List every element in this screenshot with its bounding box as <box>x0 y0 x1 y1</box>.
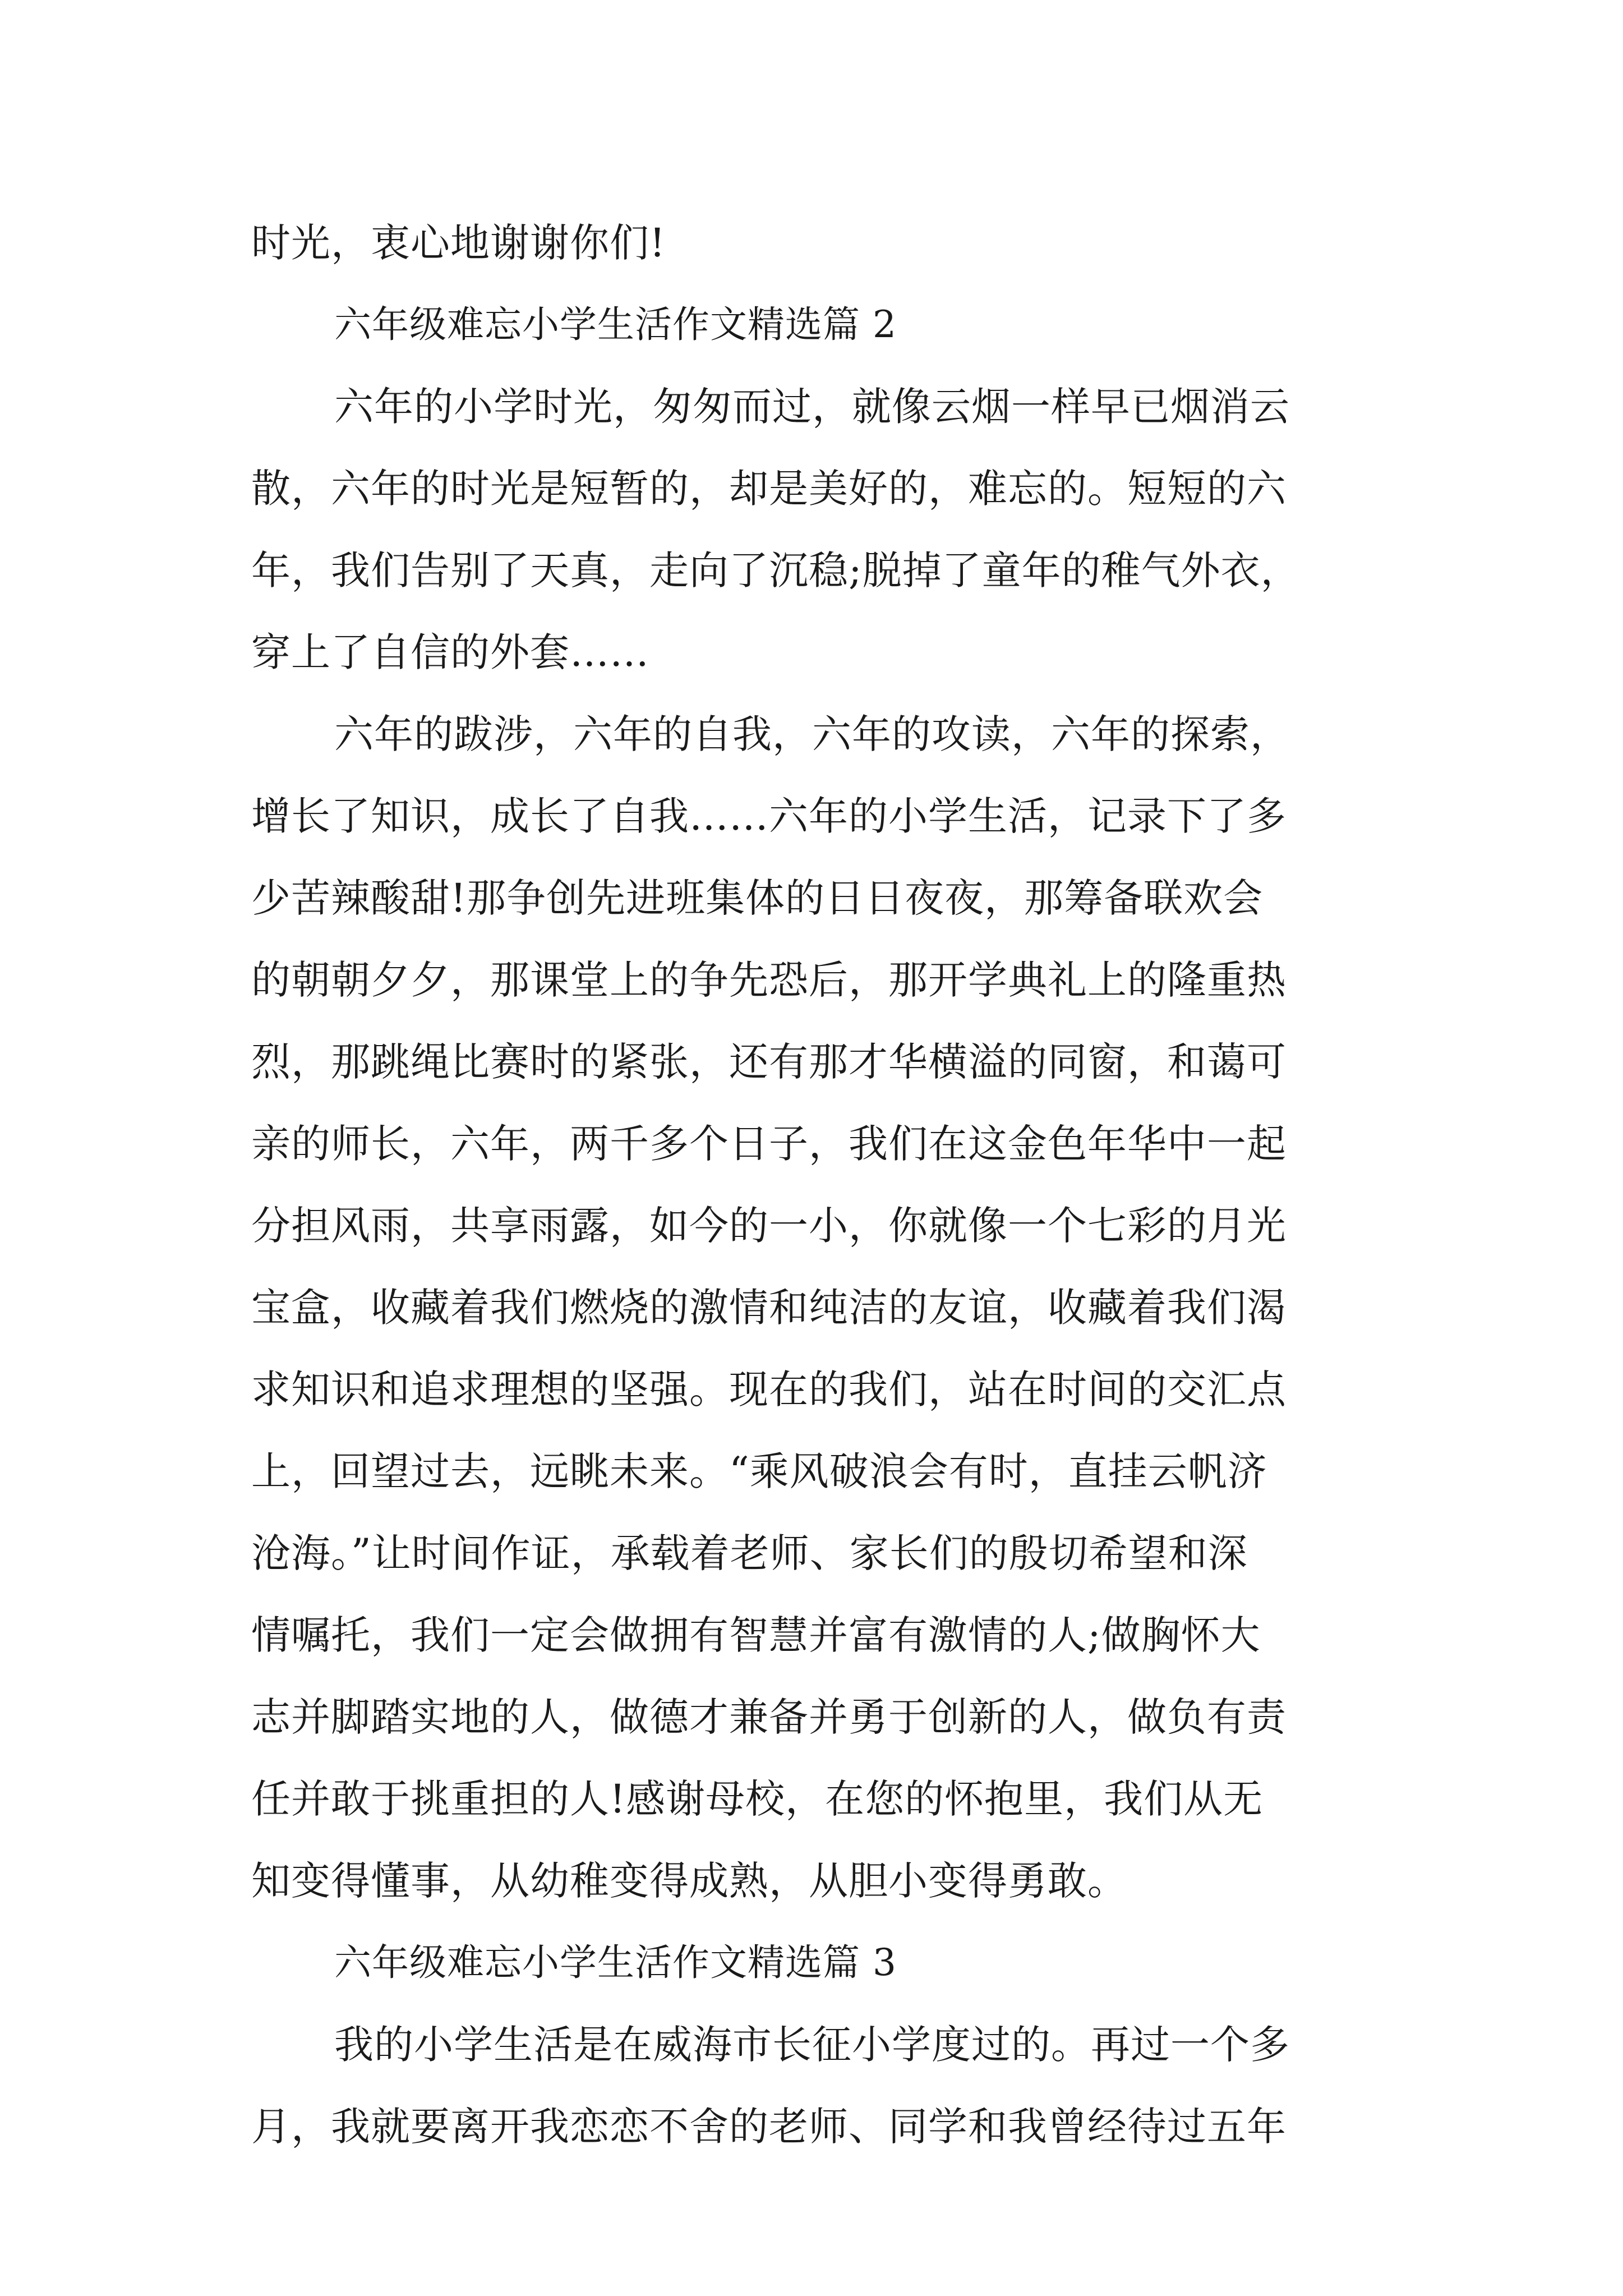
section-title: 六年级难忘小学生活作文精选篇 2 <box>334 303 897 346</box>
section3-paragraph-1 <box>251 2004 1395 2168</box>
text-line: 志并脚踏实地的人，做德才兼备并勇于创新的人，做负有责 <box>251 1694 1287 1740</box>
text-line: 烈，那跳绳比赛时的紧张，还有那才华横溢的同窗，和蔼可 <box>251 1039 1287 1085</box>
text-line: 宝盒，收藏着我们燃烧的激情和纯洁的友谊，收藏着我们渴 <box>251 1285 1287 1331</box>
text-line: 任并敢于挑重担的人!感谢母校，在您的怀抱里，我们从无 <box>251 1776 1264 1822</box>
text-line: 分担风雨，共享雨露，如今的一小，你就像一个七彩的月光 <box>251 1203 1287 1249</box>
text-line: 穿上了自信的外套…… <box>251 629 649 675</box>
text-line: 散，六年的时光是短暂的，却是美好的，难忘的。短短的六 <box>251 466 1287 512</box>
opening-fragment <box>251 202 1395 284</box>
text-line: 年，我们告别了天真，走向了沉稳;脱掉了童年的稚气外衣， <box>251 547 1301 593</box>
text-line: 的朝朝夕夕，那课堂上的争先恐后，那开学典礼上的隆重热 <box>251 957 1287 1003</box>
text-line: 求知识和追求理想的坚强。现在的我们，站在时间的交汇点 <box>251 1366 1287 1412</box>
text-line: 情嘱托，我们一定会做拥有智慧并富有激情的人;做胸怀大 <box>251 1612 1261 1658</box>
document-body <box>251 202 1395 2168</box>
section-heading-3 <box>251 1922 1395 2004</box>
text-line: 月，我就要离开我恋恋不舍的老师、同学和我曾经待过五年 <box>251 2104 1287 2150</box>
text-line: 上，回望过去，远眺未来。“乘风破浪会有时，直挂云帆济 <box>251 1448 1267 1494</box>
text-line: 六年的小学时光，匆匆而过，就像云烟一样早已烟消云 <box>334 384 1290 430</box>
section-heading-2 <box>251 284 1395 366</box>
section2-paragraph-2 <box>251 693 1395 1922</box>
text-line: 六年的跋涉，六年的自我，六年的攻读，六年的探索， <box>334 711 1290 757</box>
section2-paragraph-1 <box>251 366 1395 693</box>
text-line: 知变得懂事，从幼稚变得成熟，从胆小变得勇敢。 <box>251 1858 1127 1904</box>
text-line: 亲的师长，六年，两千多个日子，我们在这金色年华中一起 <box>251 1121 1287 1167</box>
text-line: 沧海。”让时间作证，承载着老师、家长们的殷切希望和深 <box>251 1530 1248 1576</box>
text-line: 少苦辣酸甜!那争创先进班集体的日日夜夜，那筹备联欢会 <box>251 875 1264 921</box>
section-title: 六年级难忘小学生活作文精选篇 3 <box>334 1941 897 1984</box>
text-line: 时光，衷心地谢谢你们! <box>251 220 666 266</box>
text-line: 增长了知识，成长了自我……六年的小学生活，记录下了多 <box>251 793 1287 839</box>
text-line: 我的小学生活是在威海市长征小学度过的。再过一个多 <box>334 2022 1290 2068</box>
